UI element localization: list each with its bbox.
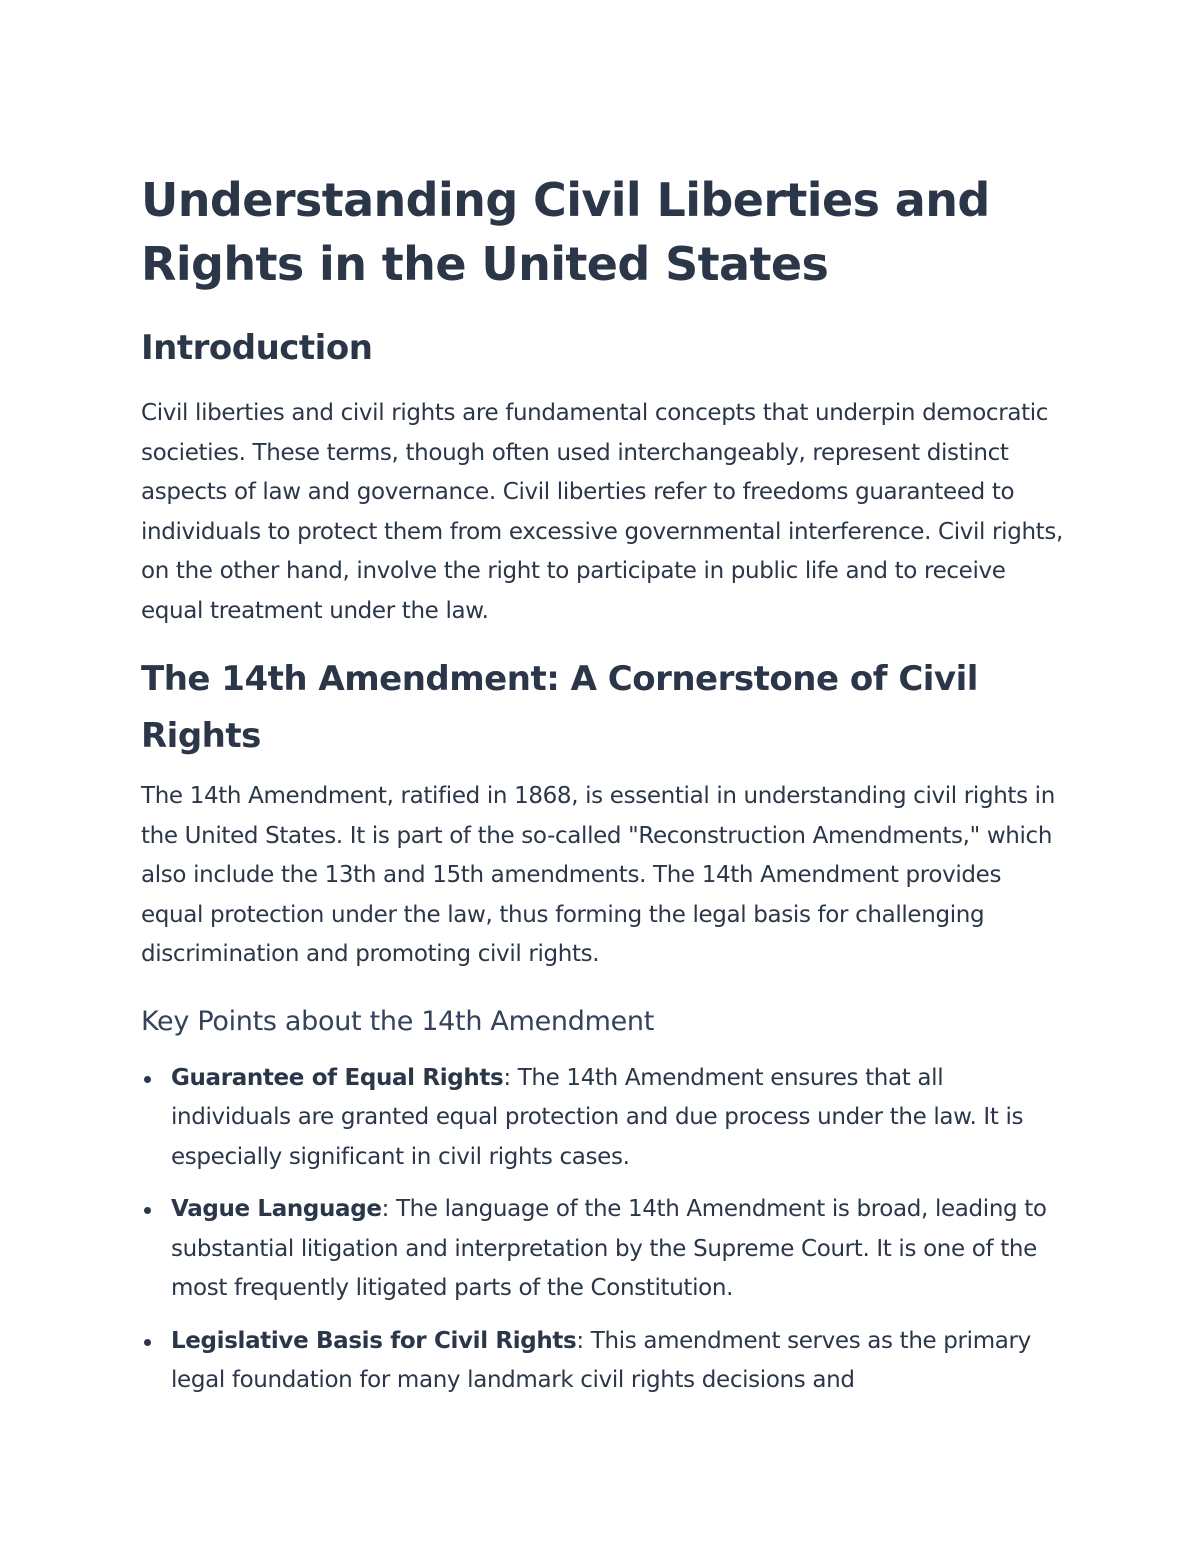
- introduction-heading: Introduction: [141, 328, 373, 368]
- list-item: [141, 1190, 1066, 1309]
- list-item: [141, 1322, 1066, 1401]
- amendment-heading-line-1: The 14th Amendment: A Cornerstone of Civil: [141, 659, 978, 699]
- bullet-icon: [144, 1076, 151, 1083]
- introduction-paragraph: Civil liberties and civil rights are fundamental concepts that underpin democratic societies. These terms, though often used interchangeably, represent distinct aspects of law and governance. Civil liberties refer to freedoms guaranteed to individuals to protect them from excessive governmental interference. Civil rights, on the other hand, involve the right to participate in public life and to receive equal treatment under the law.: [141, 400, 1063, 624]
- list-item: [141, 1059, 1066, 1178]
- document-title-line-2: Rights in the United States: [141, 237, 829, 291]
- key-point-text: : This amendment serves as the primary legal foundation for many landmark civil rights decisions and: [171, 1327, 1031, 1393]
- document-title: [141, 168, 1066, 296]
- bullet-icon: [144, 1207, 151, 1214]
- bullet-icon: [144, 1339, 151, 1346]
- key-point-term: Guarantee of Equal Rights: [171, 1064, 504, 1091]
- document-page: [141, 168, 1066, 1414]
- key-point-text: : The language of the 14th Amendment is broad, leading to substantial litigation and interpretation by the Supreme Court. It is one of the most frequently litigated parts of the Constitution.: [171, 1196, 1047, 1301]
- amendment-paragraph: The 14th Amendment, ratified in 1868, is essential in understanding civil rights in the United States. It is part of the so-called "Reconstruction Amendments," which also include the 13th and 15th amendments. The 14th Amendment provides equal protection under the law, thus forming the legal basis for challenging discrimination and promoting civil rights.: [141, 783, 1055, 967]
- document-title-line-1: Understanding Civil Liberties and: [141, 173, 990, 227]
- amendment-heading: [141, 651, 1066, 765]
- key-points-subheading: Key Points about the 14th Amendment: [141, 1005, 654, 1037]
- key-points-list: [141, 1059, 1066, 1401]
- key-point-term: Vague Language: [171, 1196, 382, 1222]
- key-point-term: Legislative Basis for Civil Rights: [171, 1327, 577, 1354]
- key-point-text: : The 14th Amendment ensures that all individuals are granted equal protection and due process under the law. It is especially significant in civil rights cases.: [171, 1064, 1024, 1170]
- amendment-heading-line-2: Rights: [141, 716, 261, 756]
